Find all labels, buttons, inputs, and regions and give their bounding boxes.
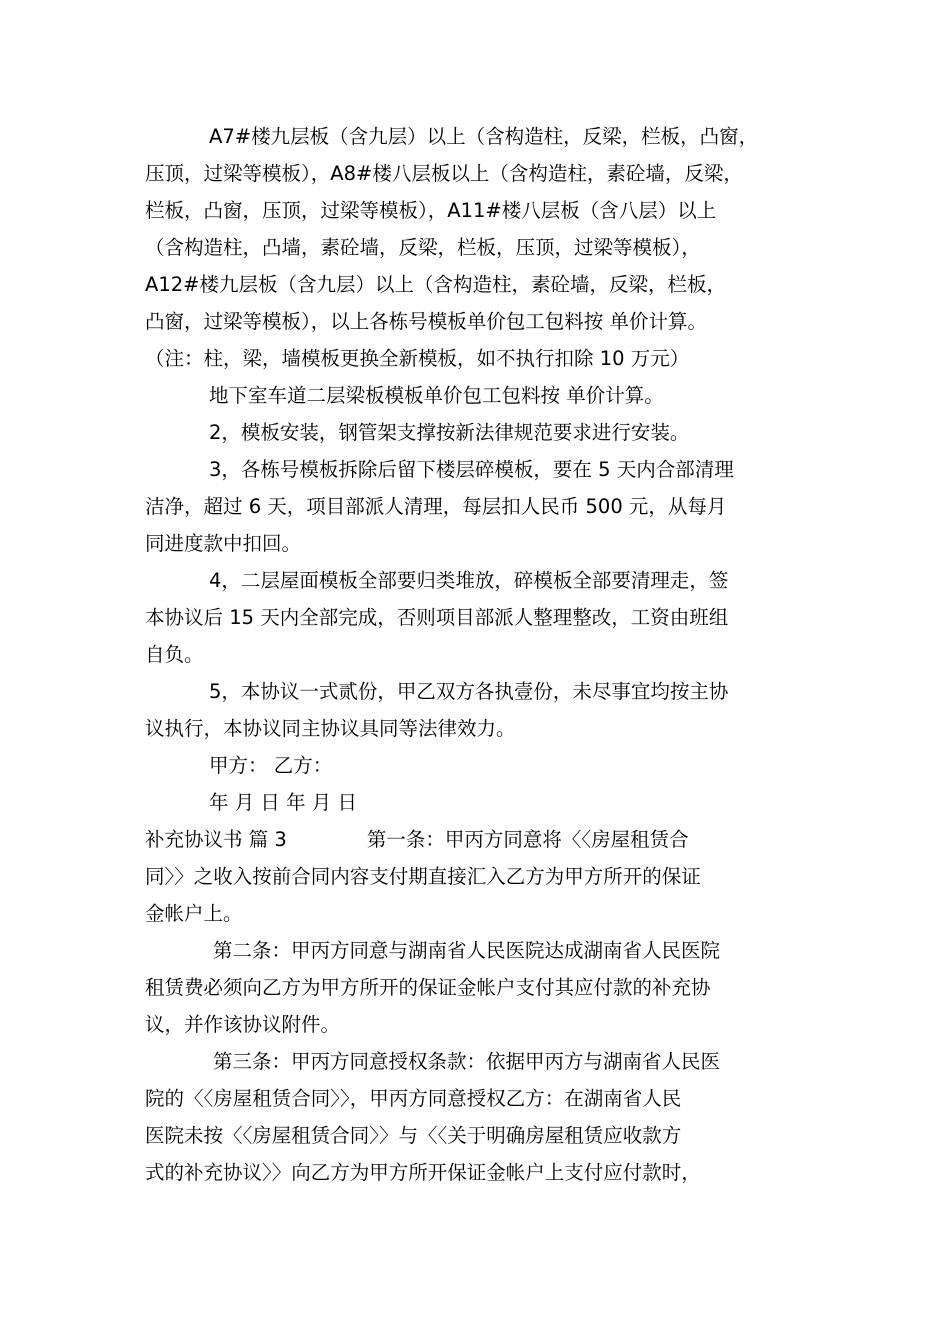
section-supplementary-agreement-3 <box>145 821 825 932</box>
text-line: 第三条：甲丙方同意授权条款：依据甲丙方与湖南省人民医 <box>213 1050 721 1073</box>
text-line: 自负。 <box>145 643 204 666</box>
paragraph-item-5 <box>145 673 825 747</box>
text-line: 议，并作该协议附件。 <box>145 1013 341 1036</box>
paragraph-basement-ramp <box>145 377 825 414</box>
text-line: A7#楼九层板（含九层）以上（含构造柱，反梁，栏板，凸窗， <box>209 125 759 148</box>
text-line: 4，二层屋面模板全部要归类堆放，碎模板全部要清理走，签 <box>209 569 729 592</box>
text-line: 年 月 日 年 月 日 <box>209 791 357 814</box>
text-line: （注：柱，梁，墙模板更换全新模板，如不执行扣除 10 万元） <box>145 347 690 370</box>
text-line: A12#楼九层板（含九层）以上（含构造柱，素砼墙，反梁，栏板， <box>145 273 726 296</box>
text-line: 院的〈〈房屋租赁合同〉〉，甲丙方同意授权乙方：在湖南省人民 <box>145 1087 682 1110</box>
paragraph-item-2 <box>145 414 825 451</box>
text-line: 凸窗，过梁等模板），以上各栋号模板单价包工包料按 单价计算。 <box>145 310 707 333</box>
text-line: 甲方： 乙方： <box>209 754 333 777</box>
text-line: 栏板，凸窗，压顶，过梁等模板），A11#楼八层板（含八层）以上 <box>145 199 717 222</box>
text-line: （含构造柱，凸墙，素砼墙，反梁，栏板，压顶，过梁等模板）， <box>145 236 701 259</box>
section-heading: 补充协议书 篇 3 <box>145 828 287 851</box>
paragraph-item-3 <box>145 451 825 562</box>
document-page <box>145 118 825 1191</box>
text-line: 洁净，超过 6 天，项目部派人清理，每层扣人民币 500 元，从每月 <box>145 495 727 518</box>
text-line: 同进度款中扣回。 <box>145 532 302 555</box>
text-line: 同〉〉之收入按前合同内容支付期直接汇入乙方为甲方所开的保证 <box>145 865 701 888</box>
text-line: 本协议后 15 天内全部完成，否则项目部派人整理整改，工资由班组 <box>145 606 729 629</box>
article-1-start: 第一条：甲丙方同意将〈〈房屋租赁合 <box>366 828 689 851</box>
text-line: 式的补充协议〉〉向乙方为甲方所开保证金帐户上支付应付款时， <box>145 1161 701 1184</box>
article-3 <box>145 1043 825 1191</box>
paragraph-item-4 <box>145 562 825 673</box>
text-line: 议执行，本协议同主协议具同等法律效力。 <box>145 717 516 740</box>
text-line: 地下室车道二层梁板模板单价包工包料按 单价计算。 <box>209 384 664 407</box>
text-line: 金帐户上。 <box>145 902 243 925</box>
text-line: 2，模板安装，钢管架支撑按新法律规范要求进行安装。 <box>209 421 690 444</box>
signature-parties <box>145 747 825 784</box>
text-line: 3，各栋号模板拆除后留下楼层碎模板，要在 5 天内合部清理 <box>209 458 734 481</box>
text-line: 压顶，过梁等模板），A8#楼八层板以上（含构造柱，素砼墙，反梁， <box>145 162 743 185</box>
section-first-line <box>145 821 825 858</box>
text-line: 医院未按〈〈房屋租赁合同〉〉与〈〈关于明确房屋租赁应收款方 <box>145 1124 682 1147</box>
text-line: 第二条：甲丙方同意与湖南省人民医院达成湖南省人民医院 <box>213 939 721 962</box>
article-2 <box>145 932 825 1043</box>
signature-dates <box>145 784 825 821</box>
text-line: 5，本协议一式贰份，甲乙双方各执壹份，未尽事宜均按主协 <box>209 680 729 703</box>
text-line: 租赁费必须向乙方为甲方所开的保证金帐户支付其应付款的补充协 <box>145 976 711 999</box>
paragraph-formwork-pricing <box>145 118 825 377</box>
